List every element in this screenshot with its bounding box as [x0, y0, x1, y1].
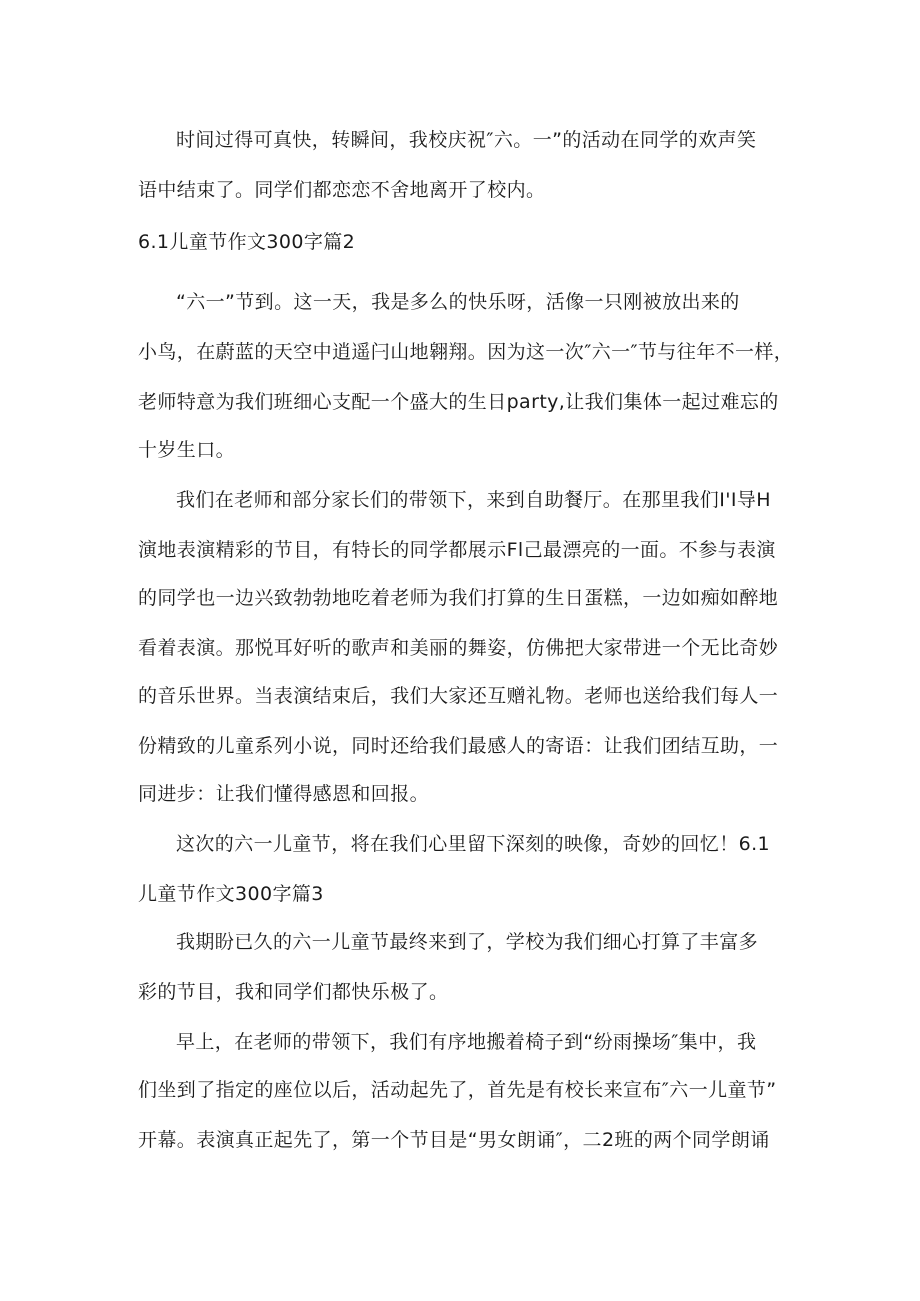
paragraph-3-line-1: 我们在老师和部分家长们的带领下，来到自助餐厅。在那里我们Ι'I导H	[176, 489, 771, 511]
section-heading-2: 6.1儿童节作文300字篇2	[138, 231, 356, 253]
paragraph-2-line-3: 老师特意为我们班细心支配一个盛大的生日party,让我们集体一起过难忘的	[138, 391, 779, 413]
paragraph-6-line-1: 早上，在老师的带领下，我们有序地搬着椅子到“纷雨操场″集中，我	[176, 1031, 757, 1053]
paragraph-1-line-1: 时间过得可真快，转瞬间，我校庆祝″六。一”的活动在同学的欢声笑	[176, 129, 757, 151]
paragraph-3-line-7: 同进步：让我们懂得感恩和回报。	[138, 783, 430, 805]
paragraph-6-line-3: 开幕。表演真正起先了，第一个节目是“男女朗诵″，二2班的两个同学朗诵	[138, 1129, 770, 1151]
section-heading-3: 儿童节作文300字篇3	[138, 883, 324, 905]
paragraph-2-line-1: “六一”节到。这一天，我是多么的快乐呀，活像一只刚被放出来的	[176, 291, 740, 313]
paragraph-3-line-5: 的音乐世界。当表演结束后，我们大家还互赠礼物。老师也送给我们每人一	[138, 685, 779, 707]
paragraph-5-line-2: 彩的节目，我和同学们都快乐极了。	[138, 981, 449, 1003]
paragraph-1-line-2: 语中结束了。同学们都恋恋不舍地离开了校内。	[138, 179, 546, 201]
paragraph-3-line-2: 演地表演精彩的节目，有特长的同学都展示Fl己最漂亮的一面。不参与表演	[138, 539, 776, 561]
paragraph-4-line-1: 这次的六一儿童节，将在我们心里留下深刻的映像，奇妙的回忆！6.1	[176, 833, 771, 855]
paragraph-5-line-1: 我期盼已久的六一儿童节最终来到了，学校为我们细心打算了丰富多	[176, 931, 759, 953]
paragraph-3-line-3: 的同学也一边兴致勃勃地吃着老师为我们打算的生日蛋糕，一边如痴如醉地	[138, 587, 779, 609]
paragraph-2-line-2: 小鸟，在蔚蓝的天空中逍遥闩山地翱翔。因为这一次″六一″节与往年不一样，	[138, 341, 794, 363]
paragraph-3-line-4: 看着表演。那悦耳好听的歌声和美丽的舞姿，仿佛把大家带进一个无比奇妙	[138, 637, 779, 659]
paragraph-3-line-6: 份精致的儿童系列小说，同时还给我们最感人的寄语：让我们团结互助，一	[138, 735, 779, 757]
paragraph-6-line-2: 们坐到了指定的座位以后，活动起先了，首先是有校长来宣布″六一儿童节”	[138, 1079, 777, 1101]
paragraph-2-line-4: 十岁生口。	[138, 439, 236, 461]
